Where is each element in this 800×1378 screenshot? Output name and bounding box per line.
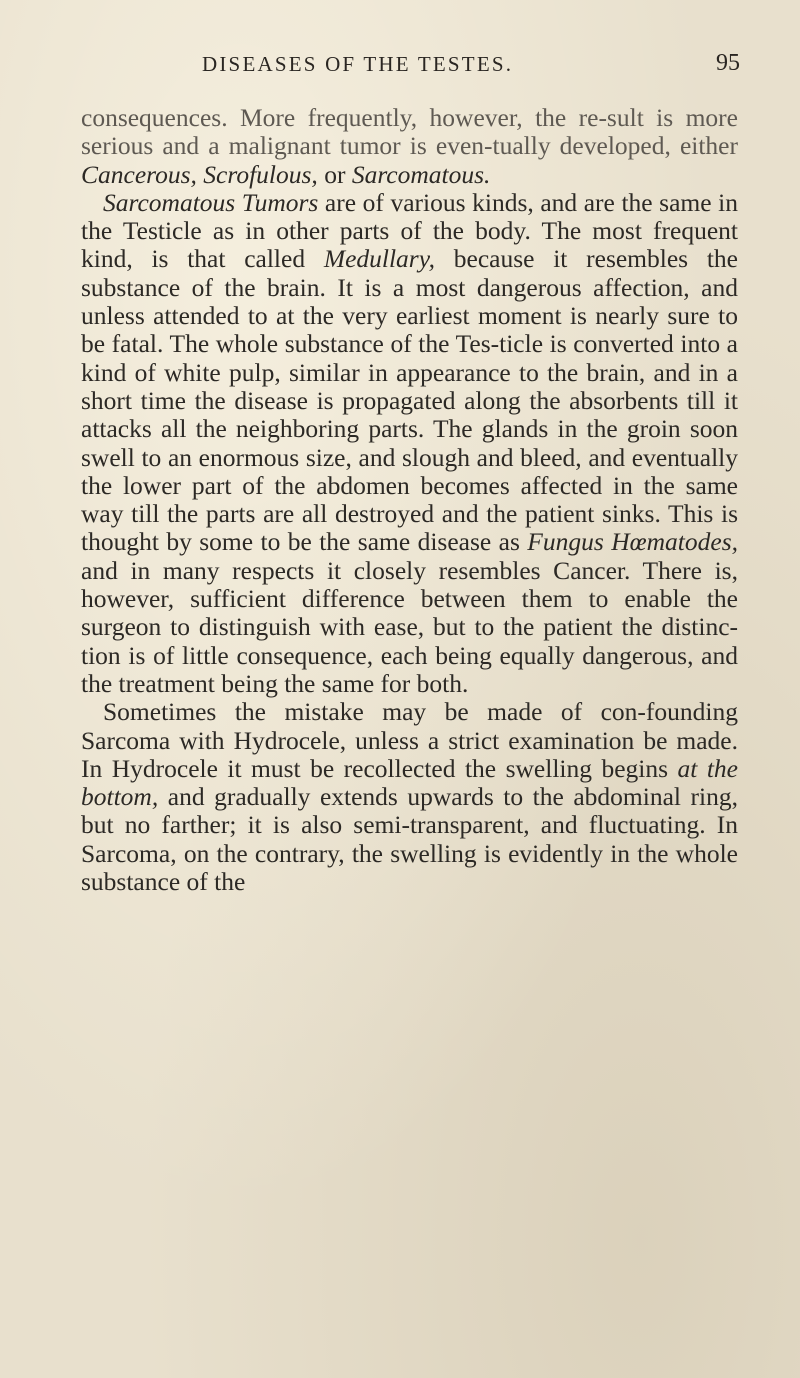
body-text xyxy=(81,104,738,896)
paragraph xyxy=(81,189,738,698)
paragraph xyxy=(81,104,738,189)
text-segment-italic: at the bottom, xyxy=(81,753,738,812)
text-segment-italic: Sarcomatous Tumors xyxy=(103,187,319,217)
page-header xyxy=(140,52,740,82)
text-segment-italic: Fungus Hœmatodes, xyxy=(527,527,738,557)
text-segment: and in many respects it closely resembles Cancer. There is, however, sufficient difference between them to enable the surgeon to distinguish with ease, but to the patient the distinc-tion is of little consequence, each being equally dangerous, and the treatment being the same for both. xyxy=(81,555,738,698)
text-segment-italic: Medullary, xyxy=(323,244,436,274)
running-head: DISEASES OF THE TESTES. xyxy=(202,52,514,76)
text-segment: because it resembles the substance of the brain. It is a most dangerous affection, and unless attended to at the very earliest moment is nearly sure to be fatal. The whole substance of the Tes-ticle is converted into a kind of white pulp, similar in appearance to the brain, and in a short time the disease is propagated along the absorbents till it attacks all the neighboring parts. The glands in the groin soon swell to an enormous size, and slough and bleed, and eventually the lower part of the abdomen becomes affected in the same way till the parts are all destroyed and the patient sinks. This is thought by some to be the same disease as xyxy=(81,244,738,557)
text-segment: are of various kinds, and are the same in the Testicle as in other parts of the body. The most frequent kind, is that called xyxy=(81,187,738,274)
text-segment: or xyxy=(317,159,352,189)
text-segment-italic: Cancerous, Scrofulous, xyxy=(81,159,318,189)
text-segment: consequences. More frequently, however, the re-sult is more serious and a malignant tumor is even-tually developed, either xyxy=(81,103,738,161)
text-segment: and gradually extends upwards to the abdominal ring, but no farther; it is also semi-transparent, and fluctuating. In Sarcoma, on the contrary, the swelling is evidently in the whole substance of the xyxy=(81,782,738,897)
text-segment-italic: Sarcomatous. xyxy=(351,159,491,189)
paragraph xyxy=(81,698,738,896)
text-segment: Sometimes the mistake may be made of con-founding Sarcoma with Hydrocele, unless a strict examination be made. In Hydrocele it must be recollected the swelling begins xyxy=(81,697,738,783)
page-number: 95 xyxy=(716,50,740,76)
